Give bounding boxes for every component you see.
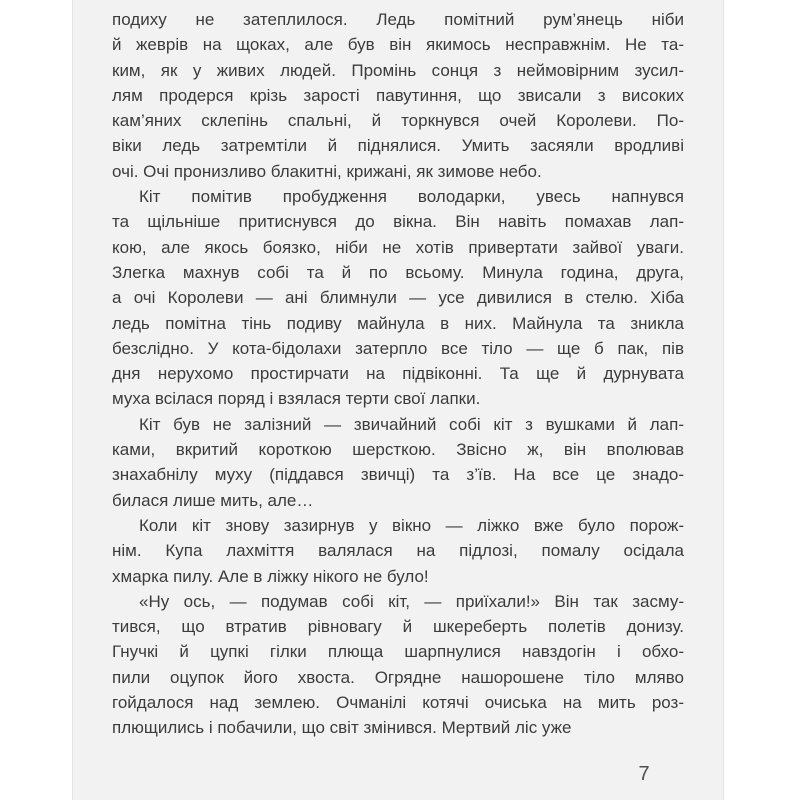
text-line: нім. Купа лахміття валялася на підлозі, помалу осідала bbox=[112, 541, 684, 561]
page-number: 7 bbox=[638, 763, 650, 785]
text-line: й жеврів на щоках, але був він якимось несправжнім. Не та- bbox=[112, 35, 684, 55]
text-line: плющились і побачили, що світ змінився. Мертвий ліс уже bbox=[112, 718, 572, 738]
text-line: кою, але якось боязко, ніби не хотів привертати зайвої уваги. bbox=[112, 237, 684, 257]
paragraph bbox=[112, 412, 684, 513]
text-line: ким, як у живих людей. Промінь сонця з неймовірним зусил- bbox=[112, 60, 684, 80]
paragraph bbox=[112, 7, 684, 184]
text-line: а очі Королеви — ані блимнули — усе дивилися в стелю. Хіба bbox=[112, 288, 684, 308]
text-line: очі. Очі пронизливо блакитні, крижані, як зимове небо. bbox=[112, 161, 542, 181]
text-line: тився, що втратив рівновагу й шкереберть полетів донизу. bbox=[112, 617, 684, 637]
paragraph bbox=[112, 513, 684, 589]
book-page bbox=[72, 0, 724, 800]
text-line: знахабнілу муху (піддався звичці) та з’їв. На все це знадо- bbox=[112, 465, 684, 485]
text-line: пили оцупок його хвоста. Огрядне нашорошене тіло мляво bbox=[112, 667, 684, 687]
text-line: та щільніше притиснувся до вікна. Він навіть помахав лап- bbox=[112, 212, 684, 232]
text-line: подиху не затеплилося. Ледь помітний рум’янець ніби bbox=[112, 10, 684, 29]
text-line: кам’яних склепінь спальні, й торкнувся очей Королеви. По- bbox=[112, 111, 684, 131]
text-line: віки ледь затремтіли й піднялися. Умить засяяли вродливі bbox=[112, 136, 684, 156]
text-line: Кіт був не залізний — звичайний собі кіт з вушками й лап- bbox=[139, 414, 684, 434]
text-line: Кіт помітив пробудження володарки, увесь напнувся bbox=[139, 187, 684, 207]
text-line: Злегка махнув собі та й по всьому. Минула година, друга, bbox=[112, 262, 684, 282]
text-line: дня нерухомо простирчати на підвіконні. Та ще й дурнувата bbox=[112, 364, 684, 384]
text-line: ками, вкритий короткою шерсткою. Звісно ж, він вполював bbox=[112, 440, 684, 460]
text-line: Коли кіт знову зазирнув у вікно — ліжко вже було порож- bbox=[139, 515, 684, 535]
text-line: «Ну ось, — подумав собі кіт, — приїхали!» Він так засму- bbox=[139, 591, 684, 611]
text-line: безслідно. У кота-бідолахи затерпло все тіло — ще б пак, пів bbox=[112, 338, 684, 358]
text-line: ледь помітна тінь подиву майнула в них. Майнула та зникла bbox=[112, 313, 684, 333]
text-line: муха всілася поряд і взялася терти свої лапки. bbox=[112, 389, 481, 409]
text-line: билася лише мить, але… bbox=[112, 490, 314, 510]
text-line: лям продерся крізь зарості павутиння, що звисали з високих bbox=[112, 85, 684, 105]
text-line: Гнучкі й цупкі гілки плюща шарпнулися навздогін і обхо- bbox=[112, 642, 684, 662]
text-line: хмарка пилу. Але в ліжку нікого не було! bbox=[112, 566, 429, 586]
paragraph bbox=[112, 184, 684, 412]
text-block bbox=[112, 7, 684, 741]
paragraph bbox=[112, 589, 684, 741]
text-line: гойдалося над землею. Очманілі котячі очиська на мить роз- bbox=[112, 693, 684, 713]
